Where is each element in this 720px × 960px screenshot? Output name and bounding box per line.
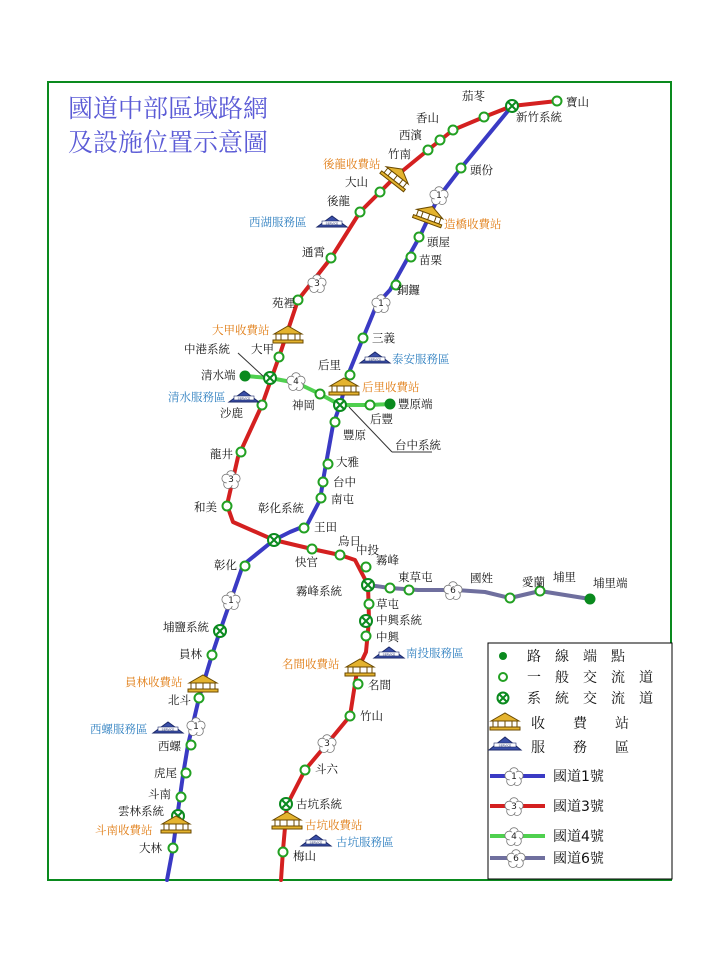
legend-h1-label: 國道1號 — [553, 769, 604, 785]
general-interchange — [237, 448, 246, 457]
general-interchange — [359, 334, 368, 343]
svg-text:SERVICE: SERVICE — [498, 743, 512, 748]
place-label: 竹山 — [360, 709, 383, 723]
place-label: 大雅 — [336, 455, 359, 469]
svg-text:1: 1 — [193, 722, 199, 732]
national-highway-6-route — [368, 585, 590, 599]
svg-text:SERVICE: SERVICE — [368, 357, 382, 362]
place-label: 烏日 — [338, 534, 361, 548]
place-label: 西濱 — [399, 128, 422, 142]
general-interchange — [308, 545, 317, 554]
place-label: 虎尾 — [154, 766, 177, 780]
general-interchange — [317, 494, 326, 503]
svg-text:SERVICE: SERVICE — [237, 396, 251, 401]
place-label: 中港系統 — [184, 342, 230, 356]
place-label: 龍井 — [210, 447, 233, 461]
general-interchange — [241, 562, 250, 571]
service-area-label: 清水服務區 — [168, 390, 226, 404]
general-interchange — [182, 769, 191, 778]
general-interchange — [405, 586, 414, 595]
map-title-line1: 國道中部區域路網 — [68, 94, 269, 123]
place-label: 南屯 — [331, 492, 354, 506]
place-label: 神岡 — [292, 398, 315, 412]
place-label: 斗南 — [148, 787, 171, 801]
general-interchange — [346, 371, 355, 380]
service-area-labels — [90, 215, 464, 849]
highway-4-shield — [287, 373, 305, 391]
system-interchange — [362, 579, 374, 591]
place-label: 苑裡 — [272, 296, 295, 310]
highway-1-shield — [222, 592, 240, 610]
general-interchange — [362, 563, 371, 572]
general-interchange — [319, 478, 328, 487]
place-label: 銅鑼 — [397, 283, 420, 297]
place-label: 台中系統 — [395, 438, 441, 452]
place-label: 斗六 — [315, 762, 338, 776]
service-area-label: 西螺服務區 — [90, 722, 148, 736]
place-label: 後龍 — [327, 194, 350, 208]
place-label: 寶山 — [566, 95, 589, 109]
general-interchange — [457, 164, 466, 173]
general-interchange — [208, 651, 217, 660]
svg-text:3: 3 — [324, 739, 330, 749]
svg-text:6: 6 — [513, 854, 519, 864]
legend-general-symbol — [499, 673, 507, 681]
legend — [488, 643, 672, 879]
general-interchange — [506, 594, 515, 603]
place-label: 香山 — [416, 111, 439, 125]
map-title-line2: 及設施位置示意圖 — [68, 128, 269, 157]
general-interchange — [346, 712, 355, 721]
system-interchange — [280, 798, 292, 810]
place-label: 后豐 — [370, 412, 393, 426]
legend-service-label: 服 務 區 — [531, 740, 629, 756]
place-label: 愛蘭 — [522, 575, 545, 589]
place-label: 清水端 — [201, 368, 236, 382]
place-label: 苗栗 — [419, 253, 442, 267]
general-interchange — [195, 694, 204, 703]
service-area-label: 古坑服務區 — [336, 835, 394, 849]
general-interchange — [327, 254, 336, 263]
general-interchange — [366, 401, 375, 410]
place-label: 頭份 — [470, 163, 493, 177]
general-interchange — [356, 208, 365, 217]
place-label: 豐原端 — [398, 397, 433, 411]
legend-terminal-label: 路 線 端 點 — [527, 649, 625, 665]
place-label: 竹南 — [388, 147, 411, 161]
place-label: 員林 — [179, 647, 202, 661]
place-label: 彰化系統 — [258, 501, 304, 515]
legend-h4-label: 國道4號 — [553, 829, 604, 845]
place-label: 雲林系統 — [118, 804, 164, 818]
legend-terminal-symbol — [499, 652, 507, 660]
place-label: 梅山 — [293, 849, 316, 863]
place-label: 通霄 — [302, 245, 325, 259]
place-label: 大山 — [345, 175, 368, 189]
service-area-label: 南投服務區 — [406, 646, 464, 660]
highway-3-shield — [308, 275, 326, 293]
place-label: 中興 — [376, 630, 399, 644]
highway-1-shield — [187, 718, 205, 736]
toll-station-label: 后里收費站 — [362, 380, 420, 394]
place-label: 彰化 — [214, 558, 237, 572]
place-label: 快官 — [295, 555, 318, 569]
highway-3-shield — [222, 471, 240, 489]
general-interchange — [376, 188, 385, 197]
general-interchange — [436, 136, 445, 145]
svg-text:4: 4 — [293, 377, 299, 387]
svg-text:SERVICE: SERVICE — [382, 652, 396, 657]
service-area-icon — [317, 216, 347, 227]
general-interchange — [449, 126, 458, 135]
place-label: 中投 — [356, 543, 379, 557]
general-interchange — [177, 793, 186, 802]
general-interchange — [365, 600, 374, 609]
route-terminal — [240, 371, 251, 382]
place-label: 王田 — [314, 520, 337, 534]
route-terminal — [385, 399, 396, 410]
place-label: 西螺 — [158, 739, 181, 753]
toll-station-label: 古坑收費站 — [305, 818, 363, 832]
general-interchange — [424, 146, 433, 155]
place-label: 古坑系統 — [296, 797, 342, 811]
place-label: 霧峰 — [376, 553, 399, 567]
place-label: 國姓 — [470, 571, 493, 585]
place-label: 大林 — [139, 841, 162, 855]
place-label: 豐原 — [343, 428, 366, 442]
toll-station-label: 大甲收費站 — [212, 323, 270, 337]
place-label: 沙鹿 — [220, 406, 243, 420]
svg-text:3: 3 — [314, 279, 320, 289]
place-label: 新竹系統 — [516, 110, 562, 124]
toll-station-label: 員林收費站 — [125, 675, 183, 689]
toll-station-icon — [272, 812, 302, 829]
general-interchange — [415, 233, 424, 242]
service-areas — [153, 216, 404, 846]
general-interchange — [300, 524, 309, 533]
legend-system-label: 系 統 交 流 道 — [527, 691, 653, 707]
svg-text:SERVICE: SERVICE — [325, 221, 339, 226]
toll-station-label: 後龍收費站 — [323, 157, 381, 171]
general-interchange — [386, 584, 395, 593]
toll-station-icon — [161, 816, 191, 833]
legend-system-symbol — [498, 693, 509, 704]
legend-h6-label: 國道6號 — [553, 851, 604, 867]
system-interchange — [268, 534, 280, 546]
general-interchange — [407, 253, 416, 262]
labels-highway-1 — [118, 163, 493, 855]
place-label: 霧峰系統 — [296, 584, 342, 598]
svg-text:1: 1 — [511, 772, 517, 782]
service-area-icon — [229, 391, 259, 402]
toll-station-icon — [273, 326, 303, 343]
svg-text:SERVICE: SERVICE — [309, 840, 323, 845]
svg-text:3: 3 — [228, 475, 234, 485]
svg-text:6: 6 — [450, 586, 456, 596]
system-interchange — [214, 625, 226, 637]
service-area-icon — [301, 835, 331, 846]
place-label: 大甲 — [251, 342, 274, 356]
general-interchange — [362, 632, 371, 641]
toll-station-label: 名間收費站 — [282, 657, 340, 671]
svg-text:4: 4 — [511, 832, 517, 842]
svg-text:3: 3 — [511, 802, 517, 812]
system-interchange — [334, 399, 346, 411]
place-label: 埔鹽系統 — [163, 620, 209, 634]
toll-station-label: 斗南收費站 — [95, 823, 153, 837]
toll-stations — [161, 160, 447, 833]
legend-toll-label: 收 費 站 — [531, 716, 629, 732]
general-interchange — [275, 353, 284, 362]
place-label: 埔里端 — [593, 576, 628, 590]
toll-station-icon — [345, 659, 375, 676]
general-interchange — [187, 741, 196, 750]
place-label: 名間 — [368, 678, 391, 692]
place-label: 后里 — [318, 358, 341, 372]
place-label: 頭屋 — [427, 235, 450, 249]
svg-text:1: 1 — [228, 596, 234, 606]
general-interchange — [169, 844, 178, 853]
legend-h3-label: 國道3號 — [553, 799, 604, 815]
legend-general-label: 一 般 交 流 道 — [527, 670, 653, 686]
general-interchange — [336, 551, 345, 560]
general-interchange — [480, 113, 489, 122]
general-interchange — [354, 680, 363, 689]
service-area-icon — [153, 722, 183, 733]
service-area-label: 泰安服務區 — [392, 352, 450, 366]
svg-text:SERVICE: SERVICE — [161, 727, 175, 732]
svg-text:1: 1 — [378, 299, 384, 309]
service-area-label: 西湖服務區 — [249, 215, 307, 229]
toll-station-icon — [188, 675, 218, 692]
general-interchange — [331, 418, 340, 427]
place-label: 東草屯 — [398, 570, 433, 584]
service-area-icon — [374, 647, 404, 658]
place-label: 和美 — [194, 500, 217, 514]
system-interchange — [264, 372, 276, 384]
place-label: 茄苳 — [462, 89, 485, 103]
place-label: 埔里 — [553, 570, 576, 584]
place-label: 草屯 — [376, 597, 399, 611]
service-area-icon — [360, 352, 390, 363]
place-label: 三義 — [372, 331, 395, 345]
system-interchange — [360, 615, 372, 627]
toll-station-icon — [329, 378, 359, 395]
place-label: 北斗 — [168, 693, 191, 707]
general-interchange — [553, 97, 562, 106]
toll-station-label: 造橋收費站 — [444, 217, 502, 231]
place-label: 台中 — [333, 475, 356, 489]
highway-1-shield — [372, 295, 390, 313]
svg-text:1: 1 — [436, 191, 442, 201]
general-interchange — [324, 460, 333, 469]
general-interchange — [301, 766, 310, 775]
toll-station-icon — [413, 201, 447, 227]
place-label: 中興系統 — [376, 613, 422, 627]
route-terminal — [585, 594, 596, 605]
highway-6-shield — [444, 582, 462, 600]
general-interchange — [279, 848, 288, 857]
general-interchange — [223, 502, 232, 511]
general-interchange — [316, 390, 325, 399]
